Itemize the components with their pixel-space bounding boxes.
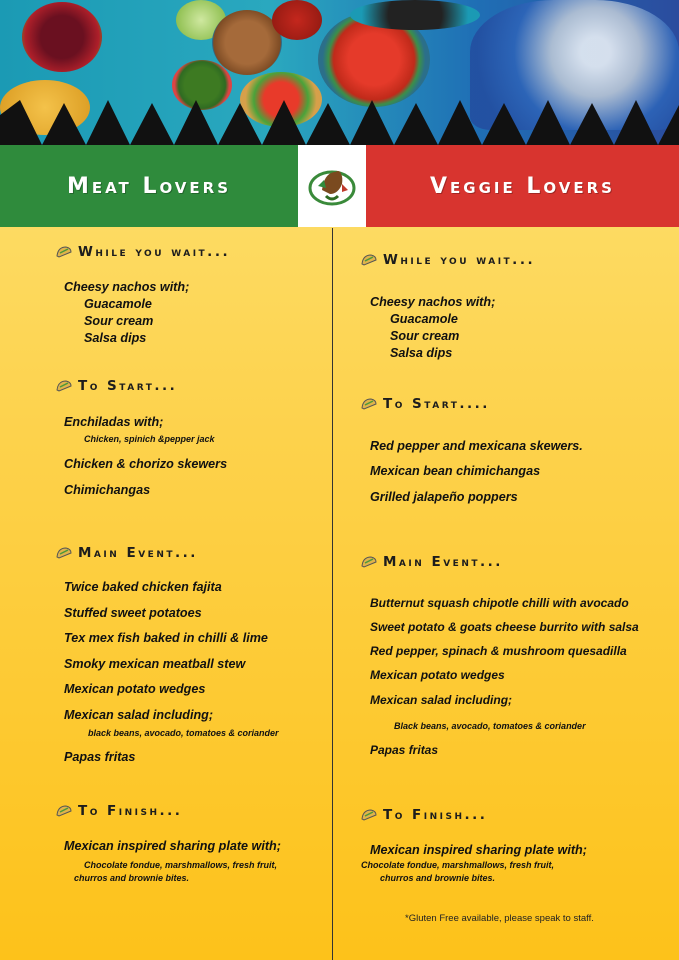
meat-wait-item: Salsa dips xyxy=(84,331,147,345)
black-beans xyxy=(350,0,480,30)
meat-finish-detail: Chocolate fondue, marshmallows, fresh fruit, xyxy=(84,860,278,870)
veggie-start-heading xyxy=(361,396,490,412)
gluten-free-note: *Gluten Free available, please speak to staff. xyxy=(405,913,594,924)
veggie-main-item: Red pepper, spinach & mushroom quesadilla xyxy=(370,644,627,658)
meat-finish-intro: Mexican inspired sharing plate with; xyxy=(64,839,281,853)
mexican-eagle-emblem-icon xyxy=(304,160,360,212)
veggie-wait-intro: Cheesy nachos with; xyxy=(370,295,496,309)
taco-icon xyxy=(56,805,72,817)
column-divider xyxy=(332,228,333,960)
veggie-salad-detail: Black beans, avocado, tomatoes & coriander xyxy=(394,721,586,731)
zigzag-border xyxy=(0,95,679,145)
meat-main-item: Tex mex fish baked in chilli & lime xyxy=(64,631,268,645)
taco-icon xyxy=(361,398,377,410)
meat-finish-heading xyxy=(56,803,182,819)
veggie-wait-item: Salsa dips xyxy=(390,346,453,360)
meat-wait-item: Sour cream xyxy=(84,314,154,328)
meat-start-item: Chicken & chorizo skewers xyxy=(64,457,228,471)
meat-finish-detail: churros and brownie bites. xyxy=(74,873,190,883)
banner-white-panel xyxy=(298,145,366,227)
veggie-wait-item: Guacamole xyxy=(390,312,458,326)
veggie-main-heading xyxy=(361,554,503,570)
meat-wait-intro: Cheesy nachos with; xyxy=(64,280,190,294)
veggie-start-heading-label: To Start.... xyxy=(383,396,490,412)
meat-main-heading-label: Main Event... xyxy=(78,545,198,561)
banner-green-panel xyxy=(0,145,298,227)
veggie-finish-detail: churros and brownie bites. xyxy=(380,873,496,883)
veggie-main-heading-label: Main Event... xyxy=(383,554,503,570)
meat-start-intro-detail: Chicken, spinich &pepper jack xyxy=(84,434,215,444)
veggie-main-item: Mexican salad including; xyxy=(370,693,513,707)
veggie-finish-detail: Chocolate fondue, marshmallows, fresh fruit, xyxy=(361,860,555,870)
meat-salad-detail: black beans, avocado, tomatoes & coriander xyxy=(88,728,279,738)
veggie-finish-intro: Mexican inspired sharing plate with; xyxy=(370,843,587,857)
veggie-wait-item: Sour cream xyxy=(390,329,460,343)
meat-wait-heading-label: While you wait... xyxy=(78,244,231,260)
veggie-wait-heading xyxy=(361,252,535,268)
meat-start-item: Chimichangas xyxy=(64,483,151,497)
meat-wait-heading xyxy=(56,244,230,260)
meat-lovers-title: Meat Lovers xyxy=(66,173,232,199)
veggie-finish-heading xyxy=(361,807,487,823)
veggie-lovers-title: Veggie Lovers xyxy=(430,173,615,199)
header-food-photo xyxy=(0,0,679,145)
banner-red-panel xyxy=(366,145,679,227)
veggie-main-last: Papas fritas xyxy=(370,743,439,757)
veggie-main-item: Mexican potato wedges xyxy=(370,668,505,682)
meat-main-last: Papas fritas xyxy=(64,750,136,764)
meat-main-item: Smoky mexican meatball stew xyxy=(64,657,246,671)
veggie-start-item: Red pepper and mexicana skewers. xyxy=(370,439,583,453)
meat-main-item: Mexican potato wedges xyxy=(64,682,206,696)
veggie-wait-heading-label: While you wait... xyxy=(383,252,536,268)
taco-icon xyxy=(361,254,377,266)
taco-icon xyxy=(56,246,72,258)
meat-start-intro: Enchiladas with; xyxy=(64,415,164,429)
meat-main-item: Mexican salad including; xyxy=(64,708,214,722)
meat-main-item: Twice baked chicken fajita xyxy=(64,580,222,594)
flag-banner xyxy=(0,145,679,227)
veggie-main-item: Butternut squash chipotle chilli with avocado xyxy=(370,596,629,610)
veggie-start-item: Mexican bean chimichangas xyxy=(370,464,541,478)
taco-icon xyxy=(361,556,377,568)
taco-icon xyxy=(56,547,72,559)
bowl-hibiscus xyxy=(22,2,102,72)
meat-main-heading xyxy=(56,545,198,561)
meat-start-heading xyxy=(56,378,177,394)
veggie-start-item: Grilled jalapeño poppers xyxy=(370,490,518,504)
meat-wait-item: Guacamole xyxy=(84,297,152,311)
veggie-finish-heading-label: To Finish... xyxy=(383,807,488,823)
bowl-chili-powder xyxy=(272,0,322,40)
meat-main-item: Stuffed sweet potatoes xyxy=(64,606,202,620)
meat-start-heading-label: To Start... xyxy=(78,378,178,394)
taco-icon xyxy=(361,809,377,821)
meat-finish-heading-label: To Finish... xyxy=(78,803,183,819)
taco-icon xyxy=(56,380,72,392)
veggie-main-item: Sweet potato & goats cheese burrito with salsa xyxy=(370,620,639,634)
